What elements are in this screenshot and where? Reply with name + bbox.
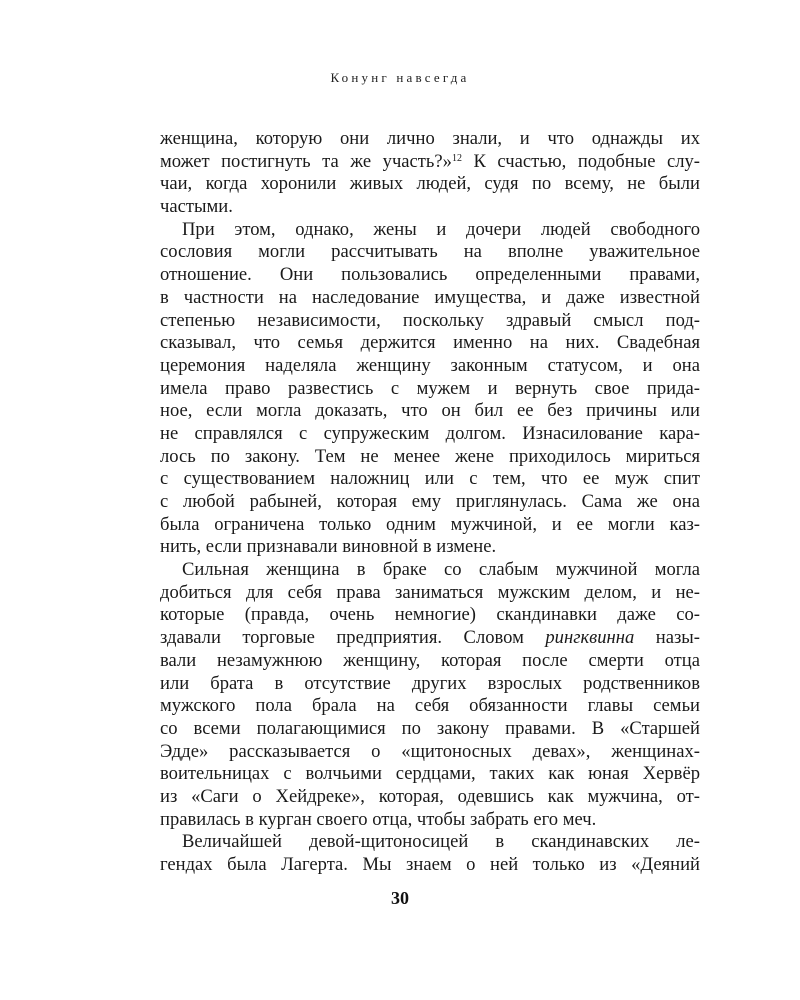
text-line: или брата в отсутствие других взрослых родственников — [160, 672, 700, 694]
text-line: с существованием наложниц или с тем, что ее муж спит — [160, 468, 700, 490]
text-line: Сильная женщина в браке со слабым мужчиной могла — [182, 559, 700, 581]
text-line: мужского пола брала на себя обязанности главы семьи — [160, 695, 700, 717]
italic-term: рингквинна — [545, 627, 635, 649]
text-line: не справлялся с супружеским долгом. Изнасилование кара- — [160, 422, 700, 444]
text-line: Величайшей девой-щитоносицей в скандинавских ле- — [182, 831, 700, 853]
text-run: может постигнуть та же участь?» — [160, 150, 452, 172]
running-head: Конунг навсегда — [330, 70, 470, 85]
text-run: назы- — [634, 627, 700, 649]
text-line: нить, если признавали виновной в измене. — [160, 536, 497, 558]
text-line: гендах была Лагерта. Мы знаем о ней только из «Деяний — [160, 854, 700, 875]
text-line: ное, если могла доказать, что он бил ее без причины или — [160, 400, 700, 422]
text-line: из «Саги о Хейдреке», которая, одевшись как мужчина, от- — [160, 785, 700, 807]
text-line: сословия могли рассчитывать на вполне уважительное — [160, 241, 700, 263]
page-number: 30 — [391, 888, 409, 908]
text-line — [160, 627, 700, 650]
text-line: частыми. — [160, 196, 233, 218]
text-run: К счастью, подобные слу- — [461, 150, 700, 172]
text-line: правилась в курган своего отца, чтобы забрать его меч. — [160, 808, 597, 830]
footnote-marker: 12 — [451, 152, 462, 164]
text-run: здавали торговые предприятия. Словом — [160, 627, 546, 649]
text-line — [160, 151, 700, 174]
text-line: с любой рабыней, которая ему приглянулась. Сама же она — [160, 491, 700, 512]
text-line: женщина, которую они лично знали, и что однажды их — [160, 128, 700, 149]
text-line: Эдде» рассказывается о «щитоносных девах», женщинах- — [160, 740, 700, 762]
text-line: которые (правда, очень немногие) скандинавки даже со- — [160, 604, 700, 626]
text-line: вали незамужнюю женщину, которая после смерти отца — [160, 649, 700, 671]
text-line: сказывал, что семья держится именно на них. Свадебная — [160, 332, 700, 354]
text-line: была ограничена только одним мужчиной, и ее могли каз- — [160, 513, 700, 535]
text-line: воительницах с волчьими сердцами, таких как юная Хервёр — [160, 763, 700, 785]
text-line: При этом, однако, жены и дочери людей свободного — [182, 218, 700, 240]
body-text — [160, 128, 700, 877]
text-line: степенью независимости, поскольку здравый смысл под- — [160, 309, 700, 331]
text-line: имела право развестись с мужем и вернуть свое прида- — [160, 377, 700, 399]
text-line: чаи, когда хоронили живых людей, судя по всему, не были — [160, 173, 700, 195]
text-line: в частности на наследование имущества, и даже известной — [160, 286, 700, 308]
text-line: церемония наделяла женщину законным статусом, и она — [160, 354, 700, 376]
text-line: отношение. Они пользовались определенными правами, — [160, 264, 700, 286]
text-line: добиться для себя права заниматься мужским делом, и не- — [160, 581, 700, 603]
text-line: со всеми полагающимися по закону правами. В «Старшей — [160, 717, 700, 739]
text-line: лось по закону. Тем не менее жене приходилось мириться — [160, 445, 700, 467]
